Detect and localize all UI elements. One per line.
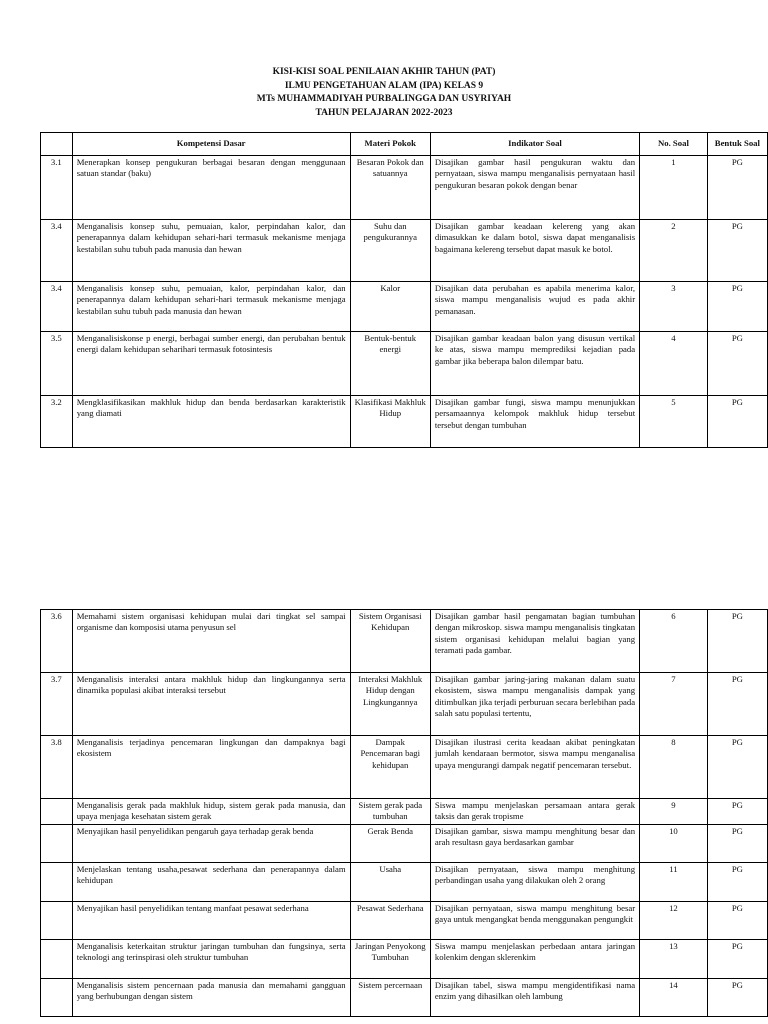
kompetensi-dasar: Menerapkan konsep pengukuran berbagai besaran dengan menggunaan satuan standar (baku) — [72, 156, 350, 220]
bentuk-soal: PG — [707, 220, 767, 282]
no-soal: 9 — [640, 799, 708, 825]
table-row — [41, 939, 768, 978]
kompetensi-dasar: Menganalisis keterkaitan struktur jaringan tumbuhan dan fungsinya, serta teknologi ang terinspirasi oleh struktur tumbuhan — [72, 939, 350, 978]
kompetensi-dasar: Memahami sistem organisasi kehidupan mulai dari tingkat sel sampai organisme dan komposisi utama penyusun sel — [72, 610, 350, 673]
kd-number: 3.2 — [41, 396, 73, 448]
kd-number: 3.1 — [41, 156, 73, 220]
materi-pokok: Sistem Organisasi Kehidupan — [350, 610, 430, 673]
kd-number — [41, 939, 73, 978]
col-header-no — [41, 133, 73, 156]
kompetensi-dasar: Menganalisis konsep suhu, pemuaian, kalor, perpindahan kalor, dan penerapannya dalam kehidupan sehari-hari termasuk mekanisme menjaga kestabilan suhu tubuh pada manusia dan hewan — [72, 282, 350, 332]
col-header-kompetensi: Kompetensi Dasar — [72, 133, 350, 156]
table-row — [41, 282, 768, 332]
kompetensi-dasar: Menjelaskan tentang usaha,pesawat sederhana dan penerapannya dalam kehidupan — [72, 862, 350, 901]
kompetensi-dasar: Menyajikan hasil penyelidikan tentang manfaat pesawat sederhana — [72, 901, 350, 939]
table-row — [41, 862, 768, 901]
materi-pokok: Suhu dan pengukurannya — [350, 220, 430, 282]
materi-pokok: Sistem percernaan — [350, 978, 430, 1016]
no-soal: 12 — [640, 901, 708, 939]
no-soal: 7 — [640, 673, 708, 736]
kd-number — [41, 799, 73, 825]
table-row — [41, 220, 768, 282]
table-header-row — [41, 133, 768, 156]
indikator-soal: Disajikan pernyataan, siswa mampu menghitung besar gaya untuk mengangkat benda menggunakan pengungkit — [430, 901, 639, 939]
kompetensi-dasar: Menyajikan hasil penyelidikan pengaruh gaya terhadap gerak benda — [72, 824, 350, 862]
kompetensi-dasar: Menganalisis sistem pencernaan pada manusia dan memahami gangguan yang berhubungan dengan sistem — [72, 978, 350, 1016]
bentuk-soal: PG — [707, 901, 767, 939]
bentuk-soal: PG — [707, 610, 767, 673]
materi-pokok: Besaran Pokok dan satuannya — [350, 156, 430, 220]
bentuk-soal: PG — [707, 799, 767, 825]
col-header-indikator: Indikator Soal — [430, 133, 639, 156]
kompetensi-dasar: Menganalisis terjadinya pencemaran lingkungan dan dampaknya bagi ekosistem — [72, 736, 350, 799]
bentuk-soal: PG — [707, 332, 767, 396]
kompetensi-dasar: Mengklasifikasikan makhluk hidup dan benda berdasarkan karakteristik yang diamati — [72, 396, 350, 448]
materi-pokok: Bentuk-bentuk energi — [350, 332, 430, 396]
bentuk-soal: PG — [707, 736, 767, 799]
bentuk-soal: PG — [707, 939, 767, 978]
indikator-soal: Disajikan gambar keadaan balon yang disusun vertikal ke atas, siswa mampu memprediksi kejadian pada gambar jika beberapa balon dilempar batu. — [430, 332, 639, 396]
header-subject: ILMU PENGETAHUAN ALAM (IPA) KELAS 9 — [284, 80, 484, 91]
no-soal: 8 — [640, 736, 708, 799]
kompetensi-dasar: Menganalisiskonse p energi, berbagai sumber energi, dan perubahan bentuk energi dalam kehidupan seharihari termasuk fotosintesis — [72, 332, 350, 396]
kisi-kisi-table-1 — [40, 132, 768, 448]
no-soal: 13 — [640, 939, 708, 978]
kompetensi-dasar: Menganalisis interaksi antara makhluk hidup dan lingkungannya serta dinamika populasi akibat interaksi tersebut — [72, 673, 350, 736]
indikator-soal: Disajikan tabel, siswa mampu mengidentifikasi nama enzim yang dihasilkan oleh lambung — [430, 978, 639, 1016]
materi-pokok: Kalor — [350, 282, 430, 332]
no-soal: 6 — [640, 610, 708, 673]
table-row — [41, 901, 768, 939]
materi-pokok: Usaha — [350, 862, 430, 901]
kd-number: 3.4 — [41, 220, 73, 282]
kd-number — [41, 824, 73, 862]
table-row — [41, 610, 768, 673]
indikator-soal: Disajikan data perubahan es apabila menerima kalor, siswa mampu menganalisis wujud es pada akhir pemanasan. — [430, 282, 639, 332]
indikator-soal: Disajikan pernyataan, siswa mampu menghitung perbandingan usaha yang dilakukan oleh 2 orang — [430, 862, 639, 901]
no-soal: 10 — [640, 824, 708, 862]
table-row — [41, 396, 768, 448]
bentuk-soal: PG — [707, 673, 767, 736]
indikator-soal: Disajikan gambar fungi, siswa mampu menunjukkan persamaannya kelompok makhluk hidup tersebut tersebut dengan tumbuhan — [430, 396, 639, 448]
materi-pokok: Dampak Pencemaran bagi kehidupan — [350, 736, 430, 799]
no-soal: 1 — [640, 156, 708, 220]
indikator-soal: Disajikan gambar hasil pengamatan bagian tumbuhan dengan mikroskop. siswa mampu menganalisis tingkatan sistem organisasi kehidupan melalui bagian yang teramati pada gambar. — [430, 610, 639, 673]
indikator-soal: Disajikan ilustrasi cerita keadaan akibat peningkatan jumlah kendaraan bermotor, siswa mampu menganalisa upaya mengurangi dampak negatif pencemaran tersebut. — [430, 736, 639, 799]
table-row — [41, 332, 768, 396]
table-row — [41, 824, 768, 862]
kd-number — [41, 978, 73, 1016]
kisi-kisi-table-2 — [40, 609, 768, 1017]
bentuk-soal: PG — [707, 156, 767, 220]
table-row — [41, 978, 768, 1016]
document-header — [0, 66, 768, 120]
no-soal: 3 — [640, 282, 708, 332]
indikator-soal: Disajikan gambar jaring-jaring makanan dalam suatu ekosistem, siswa mampu menganalisis dampak yang ditimbulkan jika terjadi perburuan secara berlebihan pada salah satu populasi tertentu, — [430, 673, 639, 736]
bentuk-soal: PG — [707, 824, 767, 862]
indikator-soal: Siswa mampu menjelaskan perbedaan antara jaringan kolenkim dengan sklerenkim — [430, 939, 639, 978]
no-soal: 2 — [640, 220, 708, 282]
materi-pokok: Sistem gerak pada tumbuhan — [350, 799, 430, 825]
kd-number: 3.4 — [41, 282, 73, 332]
indikator-soal: Disajikan gambar, siswa mampu menghitung besar dan arah resultasn gaya berdasarkan gambar — [430, 824, 639, 862]
header-year: TAHUN PELAJARAN 2022-2023 — [315, 107, 453, 118]
kd-number — [41, 862, 73, 901]
table-row — [41, 673, 768, 736]
bentuk-soal: PG — [707, 282, 767, 332]
table-row — [41, 156, 768, 220]
col-header-no-soal: No. Soal — [640, 133, 708, 156]
kd-number: 3.6 — [41, 610, 73, 673]
kd-number: 3.7 — [41, 673, 73, 736]
indikator-soal: Disajikan gambar keadaan kelereng yang akan dimasukkan ke dalam botol, siswa dapat menganalisis bagaimana kelereng tersebut dapat masuk ke botol. — [430, 220, 639, 282]
table-row — [41, 799, 768, 825]
indikator-soal: Disajikan gambar hasil pengukuran waktu dan pernyataan, siswa mampu menganalisis pernyataan hasil pengukuran besaran pokok dengan benar — [430, 156, 639, 220]
kompetensi-dasar: Menganalisis konsep suhu, pemuaian, kalor, perpindahan kalor, dan penerapannya dalam kehidupan sehari-hari termasuk mekanisme menjaga kestabilan suhu tubuh pada manusia dan hewan — [72, 220, 350, 282]
col-header-materi: Materi Pokok — [350, 133, 430, 156]
col-header-bentuk: Bentuk Soal — [707, 133, 767, 156]
indikator-soal: Siswa mampu menjelaskan persamaan antara gerak taksis dan gerak tropisme — [430, 799, 639, 825]
no-soal: 4 — [640, 332, 708, 396]
bentuk-soal: PG — [707, 862, 767, 901]
materi-pokok: Pesawat Sederhana — [350, 901, 430, 939]
materi-pokok: Interaksi Makhluk Hidup dengan Lingkungannya — [350, 673, 430, 736]
kd-number — [41, 901, 73, 939]
no-soal: 5 — [640, 396, 708, 448]
bentuk-soal: PG — [707, 396, 767, 448]
materi-pokok: Jaringan Penyokong Tumbuhan — [350, 939, 430, 978]
materi-pokok: Gerak Benda — [350, 824, 430, 862]
no-soal: 11 — [640, 862, 708, 901]
header-school: MTs MUHAMMADIYAH PURBALINGGA DAN USYRIYAH — [256, 94, 512, 104]
table-row — [41, 736, 768, 799]
kompetensi-dasar: Menganalisis gerak pada makhluk hidup, sistem gerak pada manusia, dan upaya menjaga kesehatan sistem gerak — [72, 799, 350, 825]
kd-number: 3.8 — [41, 736, 73, 799]
header-title: KISI-KISI SOAL PENILAIAN AKHIR TAHUN (PAT) — [272, 67, 496, 77]
no-soal: 14 — [640, 978, 708, 1016]
materi-pokok: Klasifikasi Makhluk Hidup — [350, 396, 430, 448]
bentuk-soal: PG — [707, 978, 767, 1016]
kd-number: 3.5 — [41, 332, 73, 396]
